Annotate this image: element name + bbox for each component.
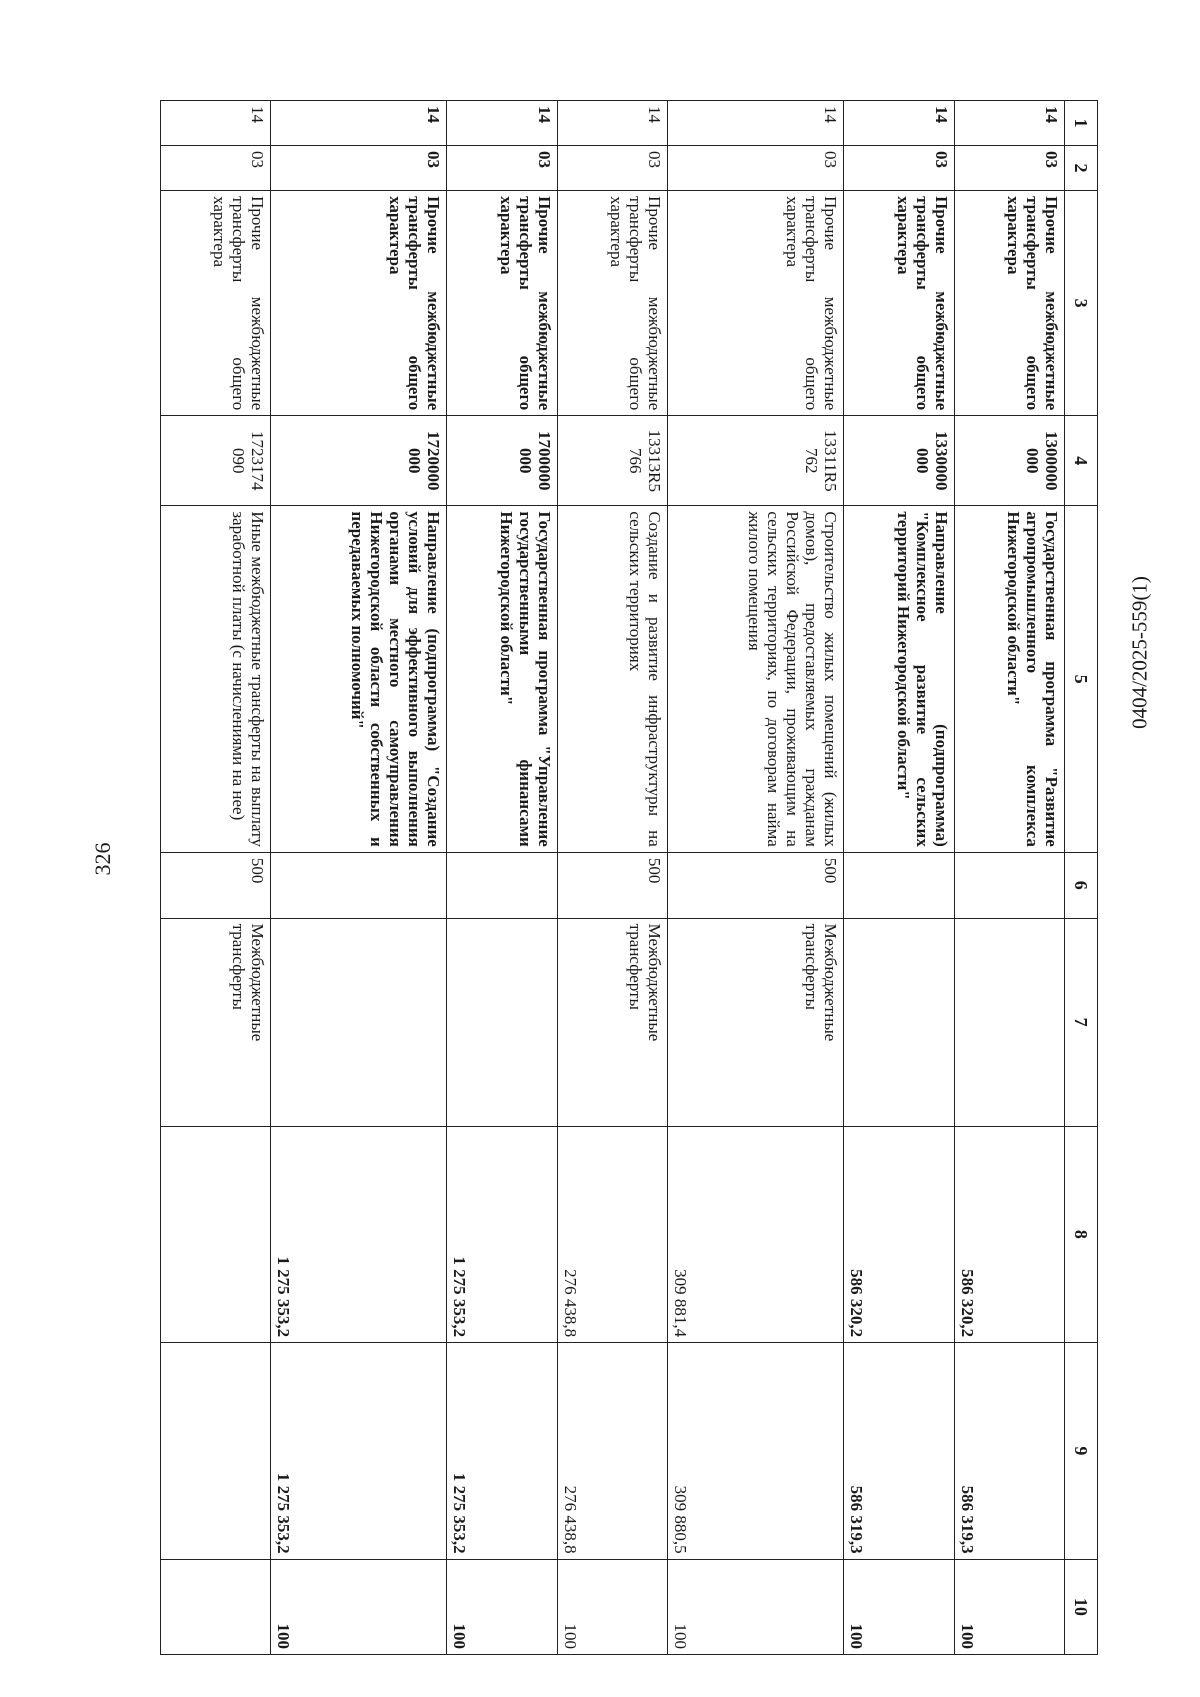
cell-percent: 100 [668,1559,844,1654]
cell-target-name: Направление (подпрограмма) "Комплексное развитие сельских территорий Нижегородской области" [844,506,954,852]
cell-expense-type [447,852,557,918]
cell-expense-name: Межбюджетные трансферты [161,918,271,1126]
cell-approved-amount: 276 438,8 [557,1126,667,1343]
cell-target-code: 13311R5 762 [668,416,844,506]
cell-section: 14 [954,101,1064,146]
cell-subsection: 03 [844,146,954,191]
cell-target-code: 1330000 000 [844,416,954,506]
table-row [271,101,447,1655]
rotated-table-container [160,100,1098,1655]
cell-section: 14 [271,101,447,146]
cell-expense-type: 500 [668,852,844,918]
cell-section: 14 [447,101,557,146]
cell-approved-amount: 586 320,2 [954,1126,1064,1343]
table-row [447,101,557,1655]
cell-expense-type: 500 [161,852,271,918]
col-header-6: 6 [1065,852,1098,918]
cell-percent: 100 [844,1559,954,1654]
cell-section: 14 [557,101,667,146]
page-number: 326 [90,842,115,876]
table-body [161,101,1065,1655]
cell-subsection: 03 [271,146,447,191]
cell-expense-type: 500 [557,852,667,918]
cell-expense-type [271,852,447,918]
col-header-10: 10 [1065,1559,1098,1654]
cell-subsection: 03 [447,146,557,191]
cell-expense-name [954,918,1064,1126]
table-row [844,101,954,1655]
cell-target-code: 1300000 000 [954,416,1064,506]
cell-target-code: 13313R5 766 [557,416,667,506]
cell-subsection: 03 [161,146,271,191]
cell-subsection: 03 [668,146,844,191]
table-row [161,101,271,1655]
cell-expense-name: Межбюджетные трансферты [668,918,844,1126]
cell-approved-amount [161,1126,271,1343]
cell-executed-amount: 309 880,5 [668,1343,844,1560]
cell-percent: 100 [954,1559,1064,1654]
cell-section-name: Прочие межбюджетные трансферты общего характера [844,191,954,416]
cell-approved-amount: 1 275 353,2 [447,1126,557,1343]
cell-expense-name [844,918,954,1126]
col-header-2: 2 [1065,146,1098,191]
cell-section: 14 [844,101,954,146]
cell-executed-amount: 586 319,3 [954,1343,1064,1560]
cell-target-name: Государственная программа "Управление государственными финансами Нижегородской области" [447,506,557,852]
col-header-3: 3 [1065,191,1098,416]
cell-expense-type [954,852,1064,918]
cell-approved-amount: 586 320,2 [844,1126,954,1343]
col-header-8: 8 [1065,1126,1098,1343]
cell-subsection: 03 [954,146,1064,191]
cell-subsection: 03 [557,146,667,191]
table-row [557,101,667,1655]
cell-target-name: Строительство жилых помещений (жилых домов), предоставляемых гражданам Российской Федерации, проживающим на сельских территориях, по договорам найма жилого помещения [668,506,844,852]
cell-section-name: Прочие межбюджетные трансферты общего характера [447,191,557,416]
cell-target-code: 1700000 000 [447,416,557,506]
col-header-5: 5 [1065,506,1098,852]
cell-target-name: Государственная программа "Развитие агропромышленного комплекса Нижегородской области" [954,506,1064,852]
cell-section: 14 [668,101,844,146]
cell-percent: 100 [557,1559,667,1654]
cell-target-name: Иные межбюджетные трансферты на выплату заработной платы (с начислениями на нее) [161,506,271,852]
col-header-1: 1 [1065,101,1098,146]
cell-section-name: Прочие межбюджетные трансферты общего характера [271,191,447,416]
cell-section-name: Прочие межбюджетные трансферты общего характера [668,191,844,416]
cell-executed-amount: 1 275 353,2 [271,1343,447,1560]
cell-percent [161,1559,271,1654]
col-header-9: 9 [1065,1343,1098,1560]
cell-expense-name: Межбюджетные трансферты [557,918,667,1126]
table-row [954,101,1064,1655]
document-code: 0404/2025-559(1) [1127,576,1152,729]
header-row [1065,101,1098,1655]
cell-target-name: Направление (подпрограмма) "Создание условий для эффективного выполнения органами местного самоуправления Нижегородской области собственных и передаваемых полномочий" [271,506,447,852]
cell-executed-amount: 1 275 353,2 [447,1343,557,1560]
cell-section-name: Прочие межбюджетные трансферты общего характера [954,191,1064,416]
cell-expense-name [271,918,447,1126]
cell-executed-amount: 276 438,8 [557,1343,667,1560]
cell-section-name: Прочие межбюджетные трансферты общего характера [161,191,271,416]
cell-target-name: Создание и развитие инфраструктуры на сельских территориях [557,506,667,852]
cell-target-code: 1723174 090 [161,416,271,506]
cell-executed-amount: 586 319,3 [844,1343,954,1560]
table-row [668,101,844,1655]
cell-approved-amount: 1 275 353,2 [271,1126,447,1343]
budget-table [160,100,1098,1655]
cell-expense-type [844,852,954,918]
cell-section: 14 [161,101,271,146]
cell-target-code: 1720000 000 [271,416,447,506]
col-header-4: 4 [1065,416,1098,506]
cell-percent: 100 [447,1559,557,1654]
cell-percent: 100 [271,1559,447,1654]
cell-executed-amount [161,1343,271,1560]
cell-section-name: Прочие межбюджетные трансферты общего характера [557,191,667,416]
cell-expense-name [447,918,557,1126]
col-header-7: 7 [1065,918,1098,1126]
cell-approved-amount: 309 881,4 [668,1126,844,1343]
